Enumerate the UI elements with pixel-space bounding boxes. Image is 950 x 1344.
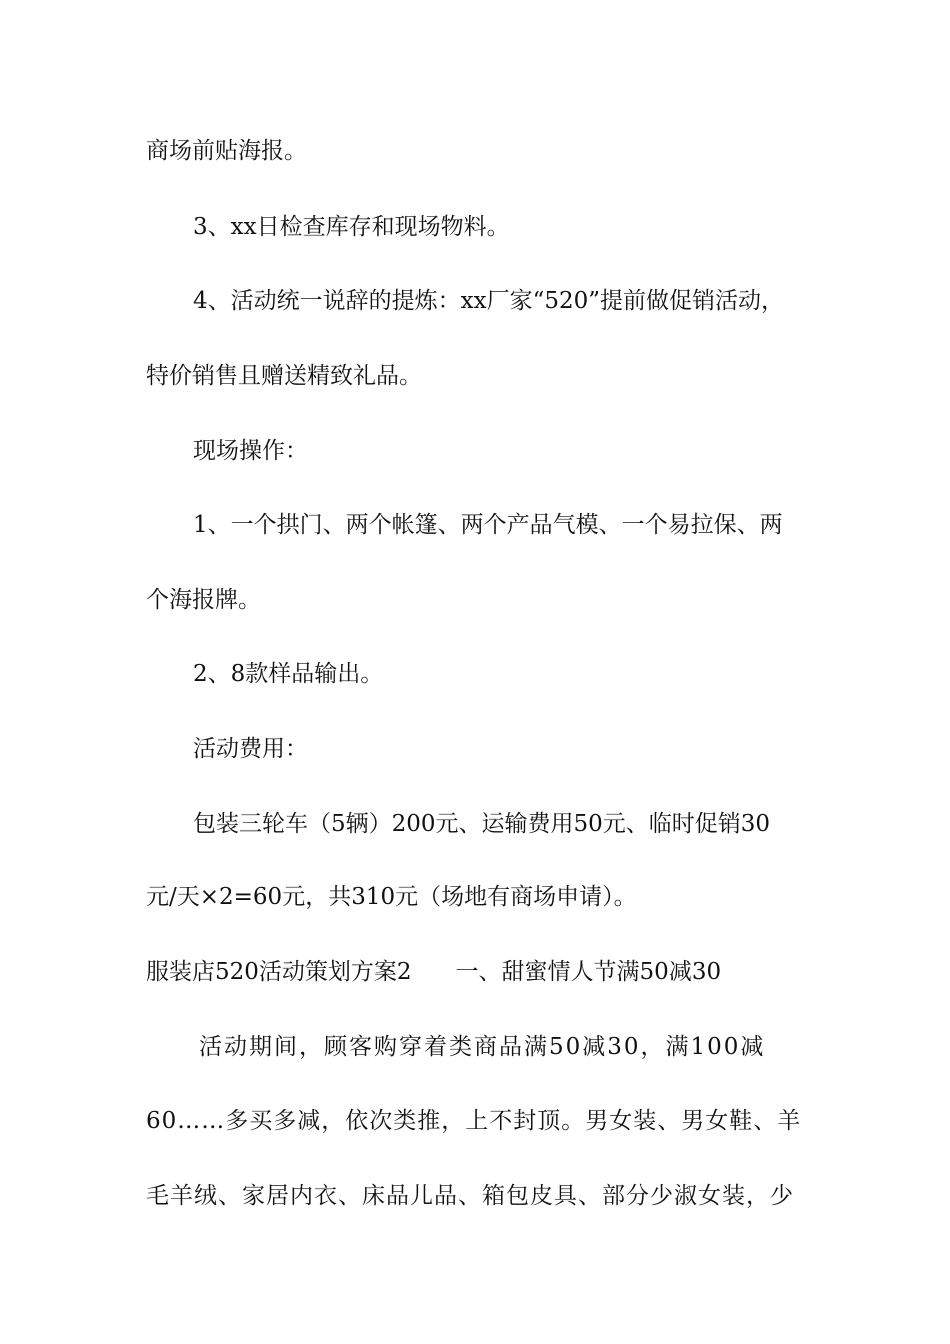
section-heading-discount: 一、甜蜜情人节满50减30	[455, 959, 722, 985]
activity-paragraph: 活动期间，顾客购穿着类商品满50减30，满100减	[199, 1034, 766, 1060]
body-text-line: 毛羊绒、家居内衣、床品儿品、箱包皮具、部分少淑女装，少	[146, 1183, 794, 1209]
list-item-4: 4、活动统一说辞的提炼：xx厂家“520”提前做促销活动，	[193, 288, 784, 314]
list-item-1: 1、一个拱门、两个帐篷、两个产品气模、一个易拉保、两	[193, 512, 783, 538]
body-text-line: 商场前贴海报。	[146, 138, 307, 164]
section-heading-cost: 活动费用：	[193, 736, 308, 762]
body-text-line: 元/天×2=60元，共310元（场地有商场申请）。	[146, 884, 637, 910]
cost-paragraph: 包装三轮车（5辆）200元、运输费用50元、临时促销30	[193, 811, 771, 837]
plan-title: 服装店520活动策划方案2	[146, 959, 412, 985]
body-text-line: 个海报牌。	[146, 587, 261, 613]
list-item-3: 3、xx日检查库存和现场物料。	[193, 214, 510, 240]
body-text-line: 60……多买多减，依次类推，上不封顶。男女装、男女鞋、羊	[146, 1108, 802, 1134]
plan-title-row	[146, 961, 721, 984]
section-heading-onsite: 现场操作：	[193, 438, 308, 464]
list-item-2: 2、8款样品输出。	[193, 661, 384, 687]
body-text-line: 特价销售且赠送精致礼品。	[146, 363, 422, 389]
